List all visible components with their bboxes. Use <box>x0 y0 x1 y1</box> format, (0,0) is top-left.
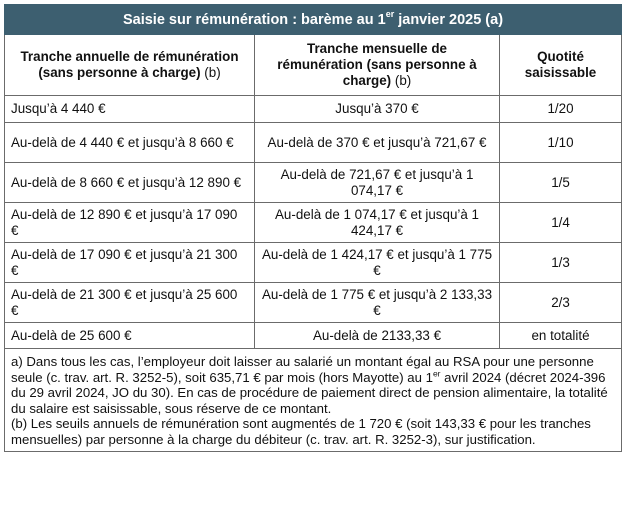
header-annual-label: Tranche annuelle de rémunération (sans personne à charge) <box>20 49 239 80</box>
quota-cell: 1/10 <box>500 123 622 163</box>
monthly-bracket-cell: Jusqu’à 370 € <box>255 96 500 123</box>
quota-cell: 1/3 <box>500 243 622 283</box>
annual-bracket-cell: Au-delà de 17 090 € et jusqu’à 21 300 € <box>5 243 255 283</box>
table-row <box>5 243 622 283</box>
table-row <box>5 123 622 163</box>
monthly-bracket-cell: Au-delà de 721,67 € et jusqu’à 1 074,17 € <box>255 163 500 203</box>
monthly-bracket-cell: Au-delà de 2133,33 € <box>255 323 500 349</box>
footnotes-row <box>5 349 622 452</box>
footnote-a-text: a) Dans tous les cas, l’employeur doit laisser au salarié un montant égal au RSA pour une personne seule (c. trav. art. R. 3252-5), soit 635,71 € par mois (hors Mayotte) au 1 <box>11 354 594 385</box>
quota-cell: 2/3 <box>500 283 622 323</box>
monthly-bracket-cell: Au-delà de 1 074,17 € et jusqu’à 1 424,17 € <box>255 203 500 243</box>
quota-cell: en totalité <box>500 323 622 349</box>
annual-bracket-cell: Au-delà de 25 600 € <box>5 323 255 349</box>
column-header-row <box>5 35 622 96</box>
monthly-bracket-cell: Au-delà de 1 775 € et jusqu’à 2 133,33 € <box>255 283 500 323</box>
footnotes <box>5 349 622 452</box>
footnote-a <box>11 354 608 416</box>
table-title-sup: er <box>385 8 395 19</box>
table-row <box>5 323 622 349</box>
table-title-row <box>5 5 622 35</box>
header-monthly-label: Tranche mensuelle de rémunération (sans personne à charge) <box>277 41 477 88</box>
header-monthly-bracket <box>255 35 500 96</box>
footnote-b: (b) Les seuils annuels de rémunération sont augmentés de 1 720 € (soit 143,33 € pour les tranches mensuelles) par personne à la charge du débiteur (c. trav. art. R. 3252-3), sur justification. <box>11 416 591 447</box>
annual-bracket-cell: Au-delà de 4 440 € et jusqu’à 8 660 € <box>5 123 255 163</box>
header-annual-bracket <box>5 35 255 96</box>
quota-cell: 1/5 <box>500 163 622 203</box>
table-row <box>5 163 622 203</box>
annual-bracket-cell: Au-delà de 8 660 € et jusqu’à 12 890 € <box>5 163 255 203</box>
header-annual-note: (b) <box>204 65 221 80</box>
annual-bracket-cell: Jusqu’à 4 440 € <box>5 96 255 123</box>
table-title-text: Saisie sur rémunération : barème au 1 <box>122 11 386 28</box>
table-row <box>5 283 622 323</box>
table-title <box>5 5 622 35</box>
header-monthly-note: (b) <box>394 73 412 88</box>
seizure-scale-table <box>4 4 622 452</box>
table-row <box>5 96 622 123</box>
footnote-a-text-end: avril 2024 (décret 2024-396 du 29 avril 2024, JO du 30). En cas de procédure de paiement direct de pension alimentaire, la totalité du salaire est saisissable, sous réserve de ce montant. <box>11 369 608 416</box>
footnote-a-sup: er <box>432 368 441 379</box>
quota-cell: 1/20 <box>500 96 622 123</box>
annual-bracket-cell: Au-delà de 12 890 € et jusqu’à 17 090 € <box>5 203 255 243</box>
monthly-bracket-cell: Au-delà de 1 424,17 € et jusqu’à 1 775 € <box>255 243 500 283</box>
header-quota-label: Quotité saisissable <box>524 49 597 80</box>
table-row <box>5 203 622 243</box>
monthly-bracket-cell: Au-delà de 370 € et jusqu’à 721,67 € <box>255 123 500 163</box>
annual-bracket-cell: Au-delà de 21 300 € et jusqu’à 25 600 € <box>5 283 255 323</box>
table-title-text-end: janvier 2025 (a) <box>394 11 504 28</box>
quota-cell: 1/4 <box>500 203 622 243</box>
header-quota <box>500 35 622 96</box>
